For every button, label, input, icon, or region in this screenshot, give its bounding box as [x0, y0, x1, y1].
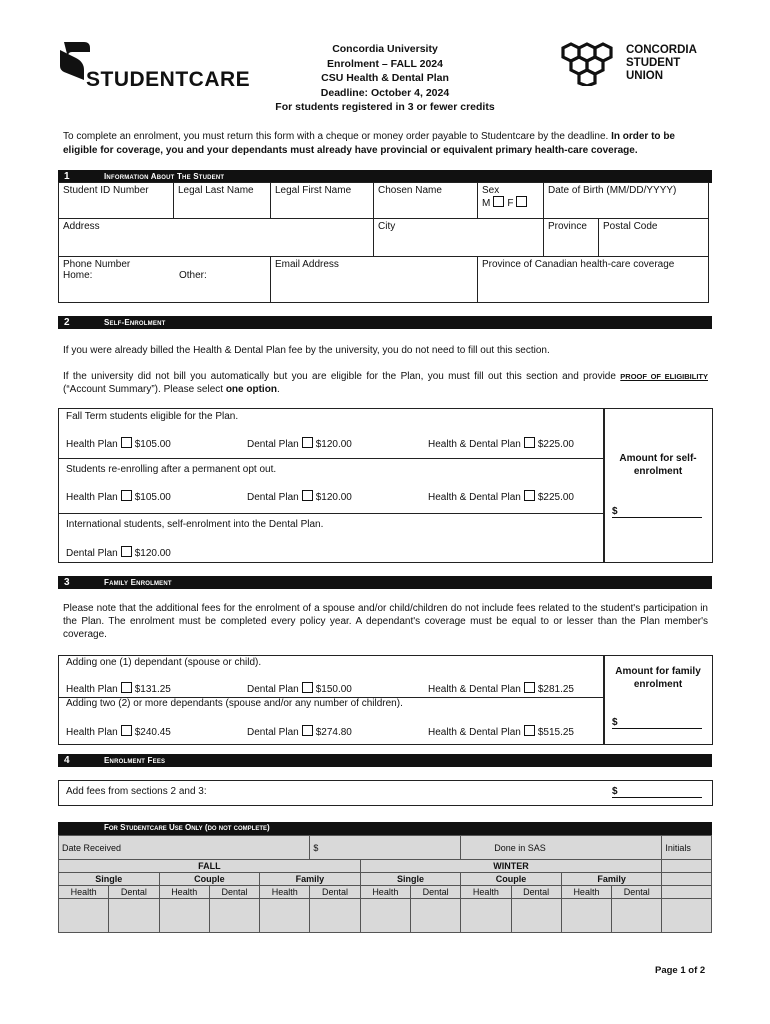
- field-label: Student ID Number: [63, 185, 149, 196]
- health-col: Health: [561, 886, 611, 899]
- option-one-health[interactable]: [66, 682, 171, 695]
- first-name-field[interactable]: [271, 183, 374, 219]
- price: $105.00: [134, 439, 171, 450]
- postal-code-field[interactable]: [599, 219, 709, 257]
- section-number: 3: [64, 577, 70, 588]
- checkbox[interactable]: [302, 682, 313, 693]
- office-entry-cell: [260, 899, 310, 933]
- plan-label: Dental Plan: [247, 727, 299, 738]
- intro-eligibility-note: In order to be eligible for coverage, you and your dependants must already have provincial or equivalent primary health-care coverage.: [63, 131, 675, 156]
- date-received-cell: [59, 836, 310, 860]
- dollar-sign: $: [612, 506, 702, 518]
- cell-label: $: [313, 842, 319, 853]
- checkbox[interactable]: [121, 490, 132, 501]
- field-label: Email Address: [275, 259, 339, 270]
- plan-label: Health & Dental Plan: [428, 727, 521, 738]
- province-coverage-field[interactable]: [478, 257, 709, 303]
- price: $240.45: [134, 727, 171, 738]
- dollar-sign: $: [612, 786, 702, 798]
- option-group-label: Fall Term students eligible for the Plan.: [66, 411, 239, 422]
- dollar-sign: $: [612, 717, 702, 729]
- option-group-label: Adding one (1) dependant (spouse or child).: [66, 657, 262, 668]
- instruction-text: (“Account Summary”). Please select: [63, 384, 226, 395]
- section-4-bar: [58, 754, 712, 767]
- header-line: For students registered in 3 or fewer credits: [275, 101, 495, 113]
- price: $281.25: [537, 684, 574, 695]
- instruction-text: If the university did not bill you automatically but you are eligible for the Plan, you must fill out this section and provide: [63, 371, 621, 382]
- page-number: Page 1 of 2: [655, 965, 706, 976]
- divider: [59, 513, 604, 514]
- section-title: Enrolment Fees: [104, 756, 166, 765]
- family-header: Family: [561, 873, 662, 886]
- winter-header: WINTER: [360, 860, 662, 873]
- option-reenrol-health-dental[interactable]: [428, 490, 574, 503]
- field-label: Phone Number: [63, 259, 131, 270]
- checkbox[interactable]: [524, 682, 535, 693]
- blank-cell: [662, 873, 712, 886]
- dental-col: Dental: [109, 886, 159, 899]
- option-fall-health[interactable]: [66, 437, 171, 450]
- plan-label: Health Plan: [66, 439, 118, 450]
- price: $225.00: [537, 492, 574, 503]
- studentcare-wordmark: STUDENTCARE: [86, 68, 251, 91]
- option-reenrol-health[interactable]: [66, 490, 171, 503]
- office-entry-cell: [109, 899, 159, 933]
- field-label: City: [378, 221, 396, 232]
- checkbox[interactable]: [121, 437, 132, 448]
- plan-label: Health Plan: [66, 684, 118, 695]
- amount-label: Amount for self-enrolment: [619, 453, 697, 477]
- plan-label: Health & Dental Plan: [428, 439, 521, 450]
- sex-m-label: M: [482, 198, 491, 209]
- blank-cell: [662, 886, 712, 899]
- office-entry-cell: [561, 899, 611, 933]
- csu-logo: [560, 42, 697, 89]
- family-header: Family: [260, 873, 361, 886]
- office-entry-cell: [662, 899, 712, 933]
- amount-label: Amount for family enrolment: [615, 666, 701, 690]
- csu-wordmark: [626, 44, 697, 83]
- health-col: Health: [260, 886, 310, 899]
- checkbox[interactable]: [302, 490, 313, 501]
- proof-of-eligibility-label: PROOF OF ELIGIBILITY: [620, 372, 708, 381]
- office-entry-cell: [461, 899, 511, 933]
- intro-paragraph: [63, 130, 711, 158]
- form-header: [250, 42, 520, 115]
- last-name-field[interactable]: [174, 183, 271, 219]
- field-label: Chosen Name: [378, 185, 442, 196]
- option-group-label: Adding two (2) or more dependants (spouse and/or any number of children).: [66, 698, 403, 709]
- field-label: Province: [548, 221, 587, 232]
- sex-m-checkbox[interactable]: [493, 196, 504, 207]
- plan-label: Dental Plan: [247, 439, 299, 450]
- option-two-dental[interactable]: [247, 725, 352, 738]
- initials-cell: [662, 836, 712, 860]
- option-group-label: International students, self-enrolment into the Dental Plan.: [66, 519, 324, 530]
- other-phone-label: Other:: [179, 270, 207, 281]
- section-2-bar: [58, 316, 712, 329]
- checkbox[interactable]: [121, 546, 132, 557]
- self-enrolment-amount-field[interactable]: [612, 506, 702, 518]
- header-line: CSU Health & Dental Plan: [321, 72, 449, 84]
- field-label: Sex: [482, 185, 500, 196]
- instruction-text: .: [276, 384, 280, 395]
- studentcare-logo: [58, 40, 251, 91]
- price: $105.00: [134, 492, 171, 503]
- office-use-bar: [58, 822, 712, 835]
- self-enrolment-options: [58, 408, 605, 563]
- option-reenrol-dental[interactable]: [247, 490, 352, 503]
- section-title: Family Enrolment: [104, 578, 172, 587]
- price: $515.25: [537, 727, 574, 738]
- checkbox[interactable]: [302, 725, 313, 736]
- plan-label: Health & Dental Plan: [428, 684, 521, 695]
- single-header: Single: [360, 873, 461, 886]
- section-number: 4: [64, 755, 70, 766]
- field-label: Legal First Name: [275, 185, 352, 196]
- family-enrolment-amount-field[interactable]: [612, 717, 702, 729]
- option-two-health[interactable]: [66, 725, 171, 738]
- section-2-instructions: [63, 370, 708, 396]
- checkbox[interactable]: [524, 490, 535, 501]
- plan-label: Health Plan: [66, 492, 118, 503]
- dental-col: Dental: [310, 886, 360, 899]
- section-2-note: If you were already billed the Health & Dental Plan fee by the university, you do not need to fill out this section.: [63, 345, 550, 356]
- price: $131.25: [134, 684, 171, 695]
- section-3-bar: [58, 576, 712, 589]
- field-label: Date of Birth (MM/DD/YYYY): [548, 185, 677, 196]
- health-col: Health: [159, 886, 209, 899]
- home-phone-label: Home:: [63, 270, 93, 281]
- blank-cell: [662, 860, 712, 873]
- section-number: 1: [64, 171, 70, 182]
- honeycomb-icon: [560, 42, 622, 86]
- section-title: Self-Enrolment: [104, 318, 166, 327]
- price: $120.00: [315, 492, 352, 503]
- price: $150.00: [315, 684, 352, 695]
- price: $120.00: [134, 548, 171, 559]
- office-entry-cell: [59, 899, 109, 933]
- checkbox[interactable]: [302, 437, 313, 448]
- checkbox[interactable]: [524, 725, 535, 736]
- price: $274.80: [315, 727, 352, 738]
- province-field[interactable]: [544, 219, 599, 257]
- office-entry-cell: [209, 899, 259, 933]
- date-of-birth-field[interactable]: [544, 183, 709, 219]
- office-entry-cell: [511, 899, 561, 933]
- section-3-note: Please note that the additional fees for the enrolment of a spouse and/or child/children do not include fees related to the student's participation in the Plan. The enrolment must be completed every policy year. A dependant's coverage must be equal to or lesser than the Plan member's coverage.: [63, 603, 708, 640]
- address-field[interactable]: [59, 219, 374, 257]
- one-option-emphasis: one option: [225, 384, 277, 395]
- plan-label: Health Plan: [66, 727, 118, 738]
- checkbox[interactable]: [121, 682, 132, 693]
- plan-label: Dental Plan: [66, 548, 118, 559]
- dental-col: Dental: [410, 886, 460, 899]
- field-label: Legal Last Name: [178, 185, 254, 196]
- checkbox[interactable]: [524, 437, 535, 448]
- dental-col: Dental: [612, 886, 662, 899]
- dental-col: Dental: [209, 886, 259, 899]
- option-fall-dental[interactable]: [247, 437, 352, 450]
- csu-word: UNION: [626, 70, 664, 82]
- office-entry-cell: [360, 899, 410, 933]
- office-entry-cell: [410, 899, 460, 933]
- plan-label: Health & Dental Plan: [428, 492, 521, 503]
- section-title: Information About The Student: [104, 172, 225, 181]
- csu-word: STUDENT: [626, 57, 681, 69]
- cell-label: Done in SAS: [494, 842, 546, 853]
- header-line: Deadline: October 4, 2024: [320, 86, 450, 99]
- student-id-field[interactable]: [59, 183, 174, 219]
- checkbox[interactable]: [121, 725, 132, 736]
- email-field[interactable]: [271, 257, 478, 303]
- office-use-title: For Studentcare Use Only (do not complete): [104, 823, 270, 832]
- section-number: 2: [64, 317, 70, 328]
- option-one-dental[interactable]: [247, 682, 352, 695]
- phone-field[interactable]: [59, 257, 271, 303]
- self-enrolment-amount-box: [603, 408, 713, 563]
- option-intl-dental[interactable]: [66, 546, 171, 559]
- price: $120.00: [315, 439, 352, 450]
- plan-label: Dental Plan: [247, 492, 299, 503]
- divider: [59, 458, 604, 459]
- option-group-label: Students re-enrolling after a permanent opt out.: [66, 464, 277, 475]
- done-in-sas-cell: [461, 836, 662, 860]
- couple-header: Couple: [159, 873, 260, 886]
- option-two-health-dental[interactable]: [428, 725, 574, 738]
- field-label: Address: [63, 221, 100, 232]
- health-col: Health: [360, 886, 410, 899]
- field-label: Province of Canadian health-care coverage: [482, 259, 675, 270]
- office-entry-cell: [310, 899, 360, 933]
- fall-header: FALL: [59, 860, 361, 873]
- option-one-health-dental[interactable]: [428, 682, 574, 695]
- single-header: Single: [59, 873, 160, 886]
- chosen-name-field[interactable]: [374, 183, 478, 219]
- intro-text: To complete an enrolment, you must return this form with a cheque or money order payable to Studentcare by the deadline.: [63, 131, 612, 142]
- total-amount-field[interactable]: [612, 786, 702, 798]
- csu-word: CONCORDIA: [626, 44, 697, 56]
- cell-label: Date Received: [62, 842, 122, 853]
- amount-cell: [310, 836, 461, 860]
- office-use-table: [58, 835, 712, 933]
- city-field[interactable]: [374, 219, 544, 257]
- cell-label: Initials: [665, 842, 691, 853]
- header-line: Enrolment – FALL 2024: [327, 57, 443, 70]
- health-col: Health: [59, 886, 109, 899]
- office-entry-cell: [612, 899, 662, 933]
- sex-f-label: F: [507, 198, 514, 209]
- student-info-table: [58, 182, 709, 303]
- price: $225.00: [537, 439, 574, 450]
- header-line: Concordia University: [332, 43, 438, 55]
- office-entry-cell: [159, 899, 209, 933]
- plan-label: Dental Plan: [247, 684, 299, 695]
- couple-header: Couple: [461, 873, 562, 886]
- dental-col: Dental: [511, 886, 561, 899]
- office-use-section: [58, 822, 712, 932]
- sex-field: [478, 183, 544, 219]
- field-label: Postal Code: [603, 221, 658, 232]
- add-fees-label: Add fees from sections 2 and 3:: [66, 786, 207, 797]
- sex-f-checkbox[interactable]: [516, 196, 527, 207]
- option-fall-health-dental[interactable]: [428, 437, 574, 450]
- health-col: Health: [461, 886, 511, 899]
